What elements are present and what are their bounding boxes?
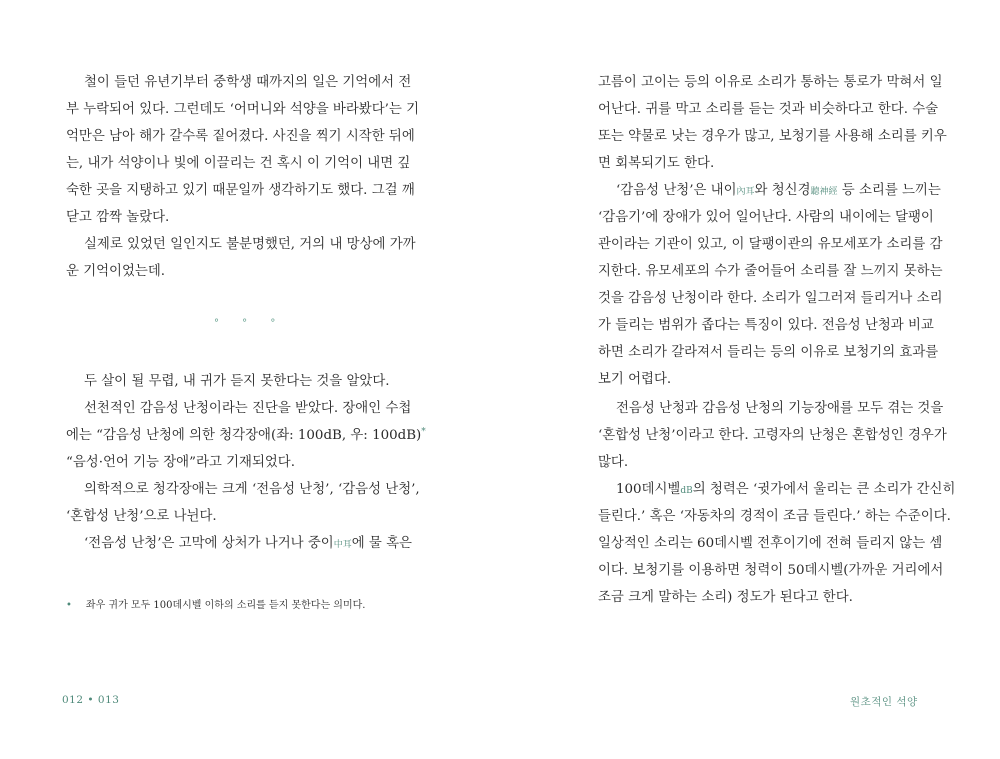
body-line: “음성·언어 기능 장애”라고 기재되었다. bbox=[66, 455, 296, 470]
body-line: ‘감음기’에 장애가 있어 일어난다. 사람의 내이에는 달팽이 bbox=[598, 210, 934, 225]
section-divider: ° ° ° bbox=[214, 318, 286, 329]
body-line: 는, 내가 석양이나 빛에 이끌리는 건 혹시 이 기억이 내면 깊 bbox=[66, 156, 411, 171]
body-line: 보기 어렵다. bbox=[598, 372, 672, 387]
page-numbers: 012 • 013 bbox=[62, 694, 120, 706]
body-line: 들린다.’ 혹은 ‘자동차의 경적이 조금 들린다.’ 하는 수준이다. bbox=[598, 509, 951, 524]
body-line: ‘전음성 난청’은 고막에 상처가 나거나 중이中耳에 물 혹은 bbox=[84, 536, 412, 551]
body-line: 고름이 고이는 등의 이유로 소리가 통하는 통로가 막혀서 일 bbox=[598, 75, 943, 90]
hanja-gloss: 中耳 bbox=[333, 540, 352, 550]
body-line: 이다. 보청기를 이용하면 청력이 50데시벨(가까운 거리에서 bbox=[598, 563, 944, 578]
right-page bbox=[500, 0, 1000, 759]
body-line: 면 회복되기도 한다. bbox=[598, 156, 715, 171]
body-line: 가 들리는 범위가 좁다는 특징이 있다. 전음성 난청과 비교 bbox=[598, 318, 934, 333]
body-line: 숙한 곳을 지탱하고 있기 때문일까 생각하기도 했다. 그걸 깨 bbox=[66, 183, 415, 198]
body-line: 하면 소리가 갈라져서 들리는 등의 이유로 보청기의 효과를 bbox=[598, 345, 939, 360]
body-line: 실제로 있었던 일인지도 불분명했던, 거의 내 망상에 가까 bbox=[84, 237, 416, 252]
body-line: 에는 “감음성 난청에 의한 청각장애(좌: 100dB, 우: 100dB)* bbox=[66, 427, 426, 443]
unit-gloss: dB bbox=[680, 486, 693, 496]
body-line: 철이 들던 유년기부터 중학생 때까지의 일은 기억에서 전 bbox=[84, 75, 412, 90]
body-line: 전음성 난청과 감음성 난청의 기능장애를 모두 겪는 것을 bbox=[616, 401, 944, 416]
body-line: ‘혼합성 난청’으로 나뉜다. bbox=[66, 509, 217, 524]
body-line: 운 기억이었는데. bbox=[66, 264, 166, 279]
body-line: ‘감음성 난청’은 내이內耳와 청신경聽神經 등 소리를 느끼는 bbox=[616, 183, 941, 198]
body-line: 또는 약물로 낫는 경우가 많고, 보청기를 사용해 소리를 키우 bbox=[598, 129, 947, 144]
body-line: 두 살이 될 무렵, 내 귀가 듣지 못한다는 것을 알았다. bbox=[84, 374, 390, 389]
footnote-marker: • bbox=[66, 600, 72, 611]
body-line: 지한다. 유모세포의 수가 줄어들어 소리를 잘 느끼지 못하는 bbox=[598, 264, 943, 279]
hanja-gloss: 內耳 bbox=[736, 187, 755, 197]
body-line: 것을 감음성 난청이라 한다. 소리가 일그러져 들리거나 소리 bbox=[598, 291, 943, 306]
body-line: 관이라는 기관이 있고, 이 달팽이관의 유모세포가 소리를 감 bbox=[598, 237, 943, 252]
body-line: 부 누락되어 있다. 그런데도 ‘어머니와 석양을 바라봤다’는 기 bbox=[66, 102, 420, 117]
footnote-mark: * bbox=[421, 427, 426, 437]
body-line: ‘혼합성 난청’이라고 한다. 고령자의 난청은 혼합성인 경우가 bbox=[598, 428, 947, 443]
body-line: 선천적인 감음성 난청이라는 진단을 받았다. 장애인 수첩 bbox=[84, 401, 412, 416]
body-line: 일상적인 소리는 60데시벨 전후이기에 전혀 들리지 않는 셈 bbox=[598, 536, 943, 551]
hanja-gloss: 聽神經 bbox=[810, 187, 838, 197]
body-line: 닫고 깜짝 놀랐다. bbox=[66, 210, 170, 225]
footnote bbox=[66, 596, 365, 611]
body-line: 많다. bbox=[598, 455, 629, 470]
running-title: 원초적인 석양 bbox=[850, 696, 918, 708]
body-line: 어난다. 귀를 막고 소리를 듣는 것과 비슷하다고 한다. 수술 bbox=[598, 102, 939, 117]
body-line: 100데시벨dB의 청력은 ‘귓가에서 울리는 큰 소리가 간신히 bbox=[616, 482, 956, 497]
footnote-text: 좌우 귀가 모두 100데시벨 이하의 소리를 듣지 못한다는 의미다. bbox=[85, 600, 366, 611]
body-line: 의학적으로 청각장애는 크게 ‘전음성 난청’, ‘감음성 난청’, bbox=[84, 482, 420, 497]
body-line: 조금 크게 말하는 소리) 정도가 된다고 한다. bbox=[598, 590, 853, 605]
body-line: 억만은 남아 해가 갈수록 짙어졌다. 사진을 찍기 시작한 뒤에 bbox=[66, 129, 415, 144]
